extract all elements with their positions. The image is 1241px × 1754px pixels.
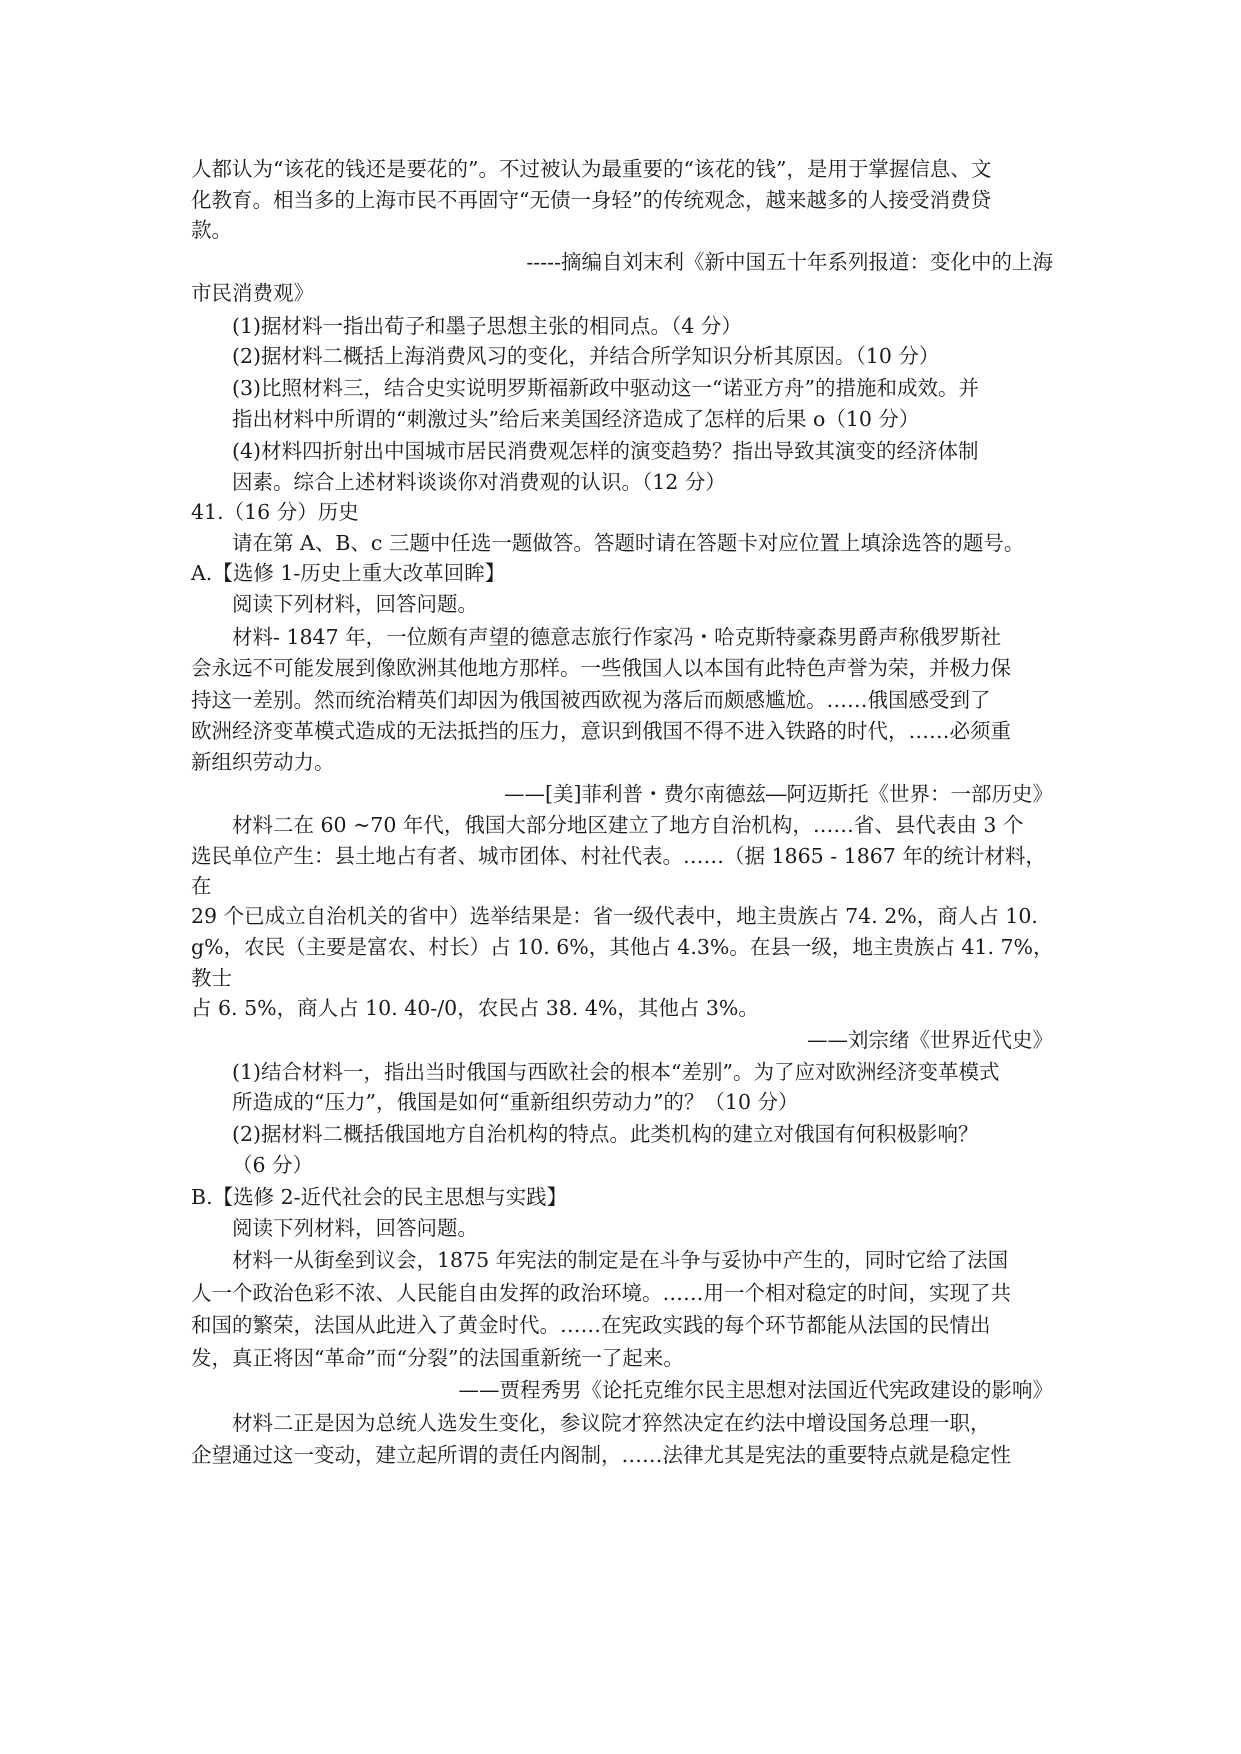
text-line: 在 (191, 874, 212, 898)
question: （6 分） (232, 1153, 314, 1177)
text-line: 和国的繁荣，法国从此进入了黄金时代。……在宪政实践的每个环节都能从法国的民情出 (191, 1313, 991, 1337)
section-heading: A.【选修 1-历史上重大改革回眸】 (191, 561, 506, 585)
text-line: g%，农民（主要是富农、村长）占 10. 6%，其他占 4.3%。在县一级，地主贵族占 41. 7%， (191, 935, 1054, 959)
text-line: 材料二正是因为总统人选发生变化，参议院才猝然决定在约法中增设国务总理一职， (232, 1411, 991, 1435)
text-line: 占 6. 5%，商人占 10. 40-/0，农民占 38. 4%，其他占 3%。 (191, 996, 759, 1020)
citation: ——贾程秀男《论托克维尔民主思想对法国近代宪政建设的影响》 (458, 1378, 1053, 1402)
text-line: 新组织劳动力。 (191, 750, 335, 774)
question: 所造成的“压力”，俄国是如何“重新组织劳动力”的？（10 分） (232, 1090, 799, 1114)
section-heading: 41.（16 分）历史 (191, 500, 359, 524)
text-line: 款。 (191, 218, 232, 242)
question: (2)据材料二概括俄国地方自治机构的特点。此类机构的建立对俄国有何积极影响？ (232, 1122, 979, 1146)
question: 指出材料中所谓的“刺激过头”给后来美国经济造成了怎样的后果 o（10 分） (232, 407, 920, 431)
citation: ——刘宗绪《世界近代史》 (807, 1028, 1053, 1052)
text-line: 发，真正将因“革命”而“分裂”的法国重新统一了起来。 (191, 1346, 684, 1370)
text-line: 教士 (191, 966, 232, 990)
instruction: 阅读下列材料，回答问题。 (232, 592, 478, 616)
text-line: 市民消费观》 (191, 281, 314, 305)
section-heading: B.【选修 2-近代社会的民主思想与实践】 (191, 1185, 568, 1209)
text-line: 企望通过这一变动，建立起所谓的责任内阁制，……法律尤其是宪法的重要特点就是稳定性 (191, 1443, 1011, 1467)
question: (3)比照材料三，结合史实说明罗斯福新政中驱动这一“诺亚方舟”的措施和成效。并 (232, 376, 979, 400)
text-line: 人一个政治色彩不浓、人民能自由发挥的政治环境。……用一个相对稳定的时间，实现了共 (191, 1281, 1011, 1305)
citation: -----摘编自刘末利《新中国五十年系列报道：变化中的上海 (526, 250, 1053, 274)
text-line: 29 个已成立自治机关的省中）选举结果是：省一级代表中，地主贵族占 74. 2%，商人占 10. (191, 904, 1038, 928)
text-line: 材料- 1847 年，一位颇有声望的德意志旅行作家冯・哈克斯特豪森男爵声称俄罗斯社 (232, 625, 1002, 649)
text-line: 材料一从街垒到议会，1875 年宪法的制定是在斗争与妥协中产生的，同时它给了法国 (232, 1248, 1009, 1272)
instruction: 请在第 A、B、c 三题中任选一题做答。答题时请在答题卡对应位置上填涂选答的题号。 (232, 531, 1025, 555)
question: (1)结合材料一，指出当时俄国与西欧社会的根本“差别”。为了应对欧洲经济变革模式 (232, 1060, 1000, 1084)
text-line: 化教育。相当多的上海市民不再固守“无债一身轻”的传统观念，越来越多的人接受消费贷 (191, 188, 991, 212)
question: 因素。综合上述材料谈谈你对消费观的认识。（12 分） (232, 470, 726, 494)
instruction: 阅读下列材料，回答问题。 (232, 1216, 478, 1240)
text-line: 持这一差别。然而统治精英们却因为俄国被西欧视为落后而颇感尴尬。……俄国感受到了 (191, 688, 991, 712)
citation: ——[美]菲利普・费尔南德兹―阿迈斯托《世界：一部历史》 (504, 782, 1053, 806)
question: (1)据材料一指出荀子和墨子思想主张的相同点。（4 分） (232, 314, 742, 338)
text-line: 欧洲经济变革模式造成的无法抵挡的压力，意识到俄国不得不进入铁路的时代，……必须重 (191, 719, 1011, 743)
question: (4)材料四折射出中国城市居民消费观怎样的演变趋势？指出导致其演变的经济体制 (232, 439, 979, 463)
text-line: 会永远不可能发展到像欧洲其他地方那样。一些俄国人以本国有此特色声誉为荣，并极力保 (191, 656, 1011, 680)
text-line: 选民单位产生：县土地占有者、城市团体、村社代表。……（据 1865 - 1867 年的统计材料， (191, 844, 1046, 868)
text-line: 材料二在 60 ~70 年代，俄国大部分地区建立了地方自治机构，……省、县代表由 3 个 (232, 813, 1024, 837)
text-line: 人都认为“该花的钱还是要花的”。不过被认为最重要的“该花的钱”，是用于掌握信息、文 (191, 157, 992, 181)
question: (2)据材料二概括上海消费风习的变化，并结合所学知识分析其原因。（10 分） (232, 344, 940, 368)
